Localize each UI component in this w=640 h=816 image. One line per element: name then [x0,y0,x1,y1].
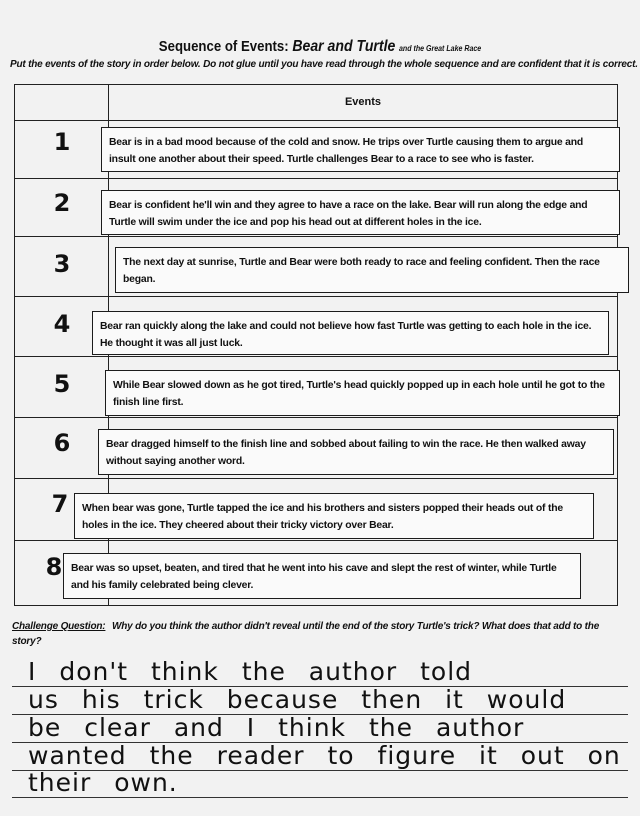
row-divider [14,356,618,357]
event-number: 3 [53,250,71,278]
answer-line-1: I don't think the author told [28,657,473,686]
row-divider [14,417,618,418]
instructions: Put the events of the story in order below. Do not glue until you have read through the whole sequence and are confident that it is correct. [10,59,638,70]
answer-line-3: be clear and I think the author [28,713,525,742]
event-number: 1 [53,128,71,156]
challenge-text: Why do you think the author didn't reveal until the end of the story Turtle's trick? What does that add to the story? [12,621,600,647]
row-divider [14,540,618,541]
page-title [38,38,601,56]
answer-line-5: their own. [28,768,178,797]
event-strip-7: When bear was gone, Turtle tapped the ice and his brothers and sisters popped their heads out of the holes in the ice. They cheered about their tricky victory over Bear. [74,493,594,539]
row-divider [14,178,618,179]
writing-line [12,797,628,798]
event-number: 6 [53,429,71,457]
event-number: 2 [53,189,71,217]
event-number: 8 [45,553,63,581]
event-number: 7 [51,490,69,518]
events-header: Events [344,96,382,108]
challenge-label: Challenge Question: [12,621,106,632]
event-strip-2: Bear is confident he'll win and they agree to have a race on the lake. Bear will run along the edge and Turtle will swim under the ice and pop his head out at different holes in the ice. [101,190,620,235]
event-strip-6: Bear dragged himself to the finish line and sobbed about failing to win the race. He then walked away without saying another word. [98,429,614,475]
event-number: 4 [53,310,71,338]
answer-line-2: us his trick because then it would [28,685,567,714]
row-divider [14,236,618,237]
event-strip-5: While Bear slowed down as he got tired, Turtle's head quickly popped up in each hole until he got to the finish line first. [105,370,620,416]
row-divider [14,296,618,297]
challenge-question [12,619,628,649]
event-strip-4: Bear ran quickly along the lake and could not believe how fast Turtle was getting to each hole in the ice. He thought it was all just luck. [92,311,609,355]
event-number: 5 [53,370,71,398]
title-main: Sequence of Events: [158,38,289,55]
answer-line-4: wanted the reader to figure it out on [28,741,621,770]
row-divider [14,120,618,121]
title-story: Bear and Turtle [292,38,396,55]
event-strip-8: Bear was so upset, beaten, and tired that he went into his cave and slept the rest of winter, while Turtle and his family celebrated being clever. [63,553,581,599]
event-strip-3: The next day at sunrise, Turtle and Bear were both ready to race and feeling confident. Then the race began. [115,247,629,293]
event-strip-1: Bear is in a bad mood because of the cold and snow. He trips over Turtle causing them to argue and insult one another about their speed. Turtle challenges Bear to a race to see who is faster. [101,127,620,172]
title-subtitle: and the Great Lake Race [399,44,482,53]
row-divider [14,478,618,479]
